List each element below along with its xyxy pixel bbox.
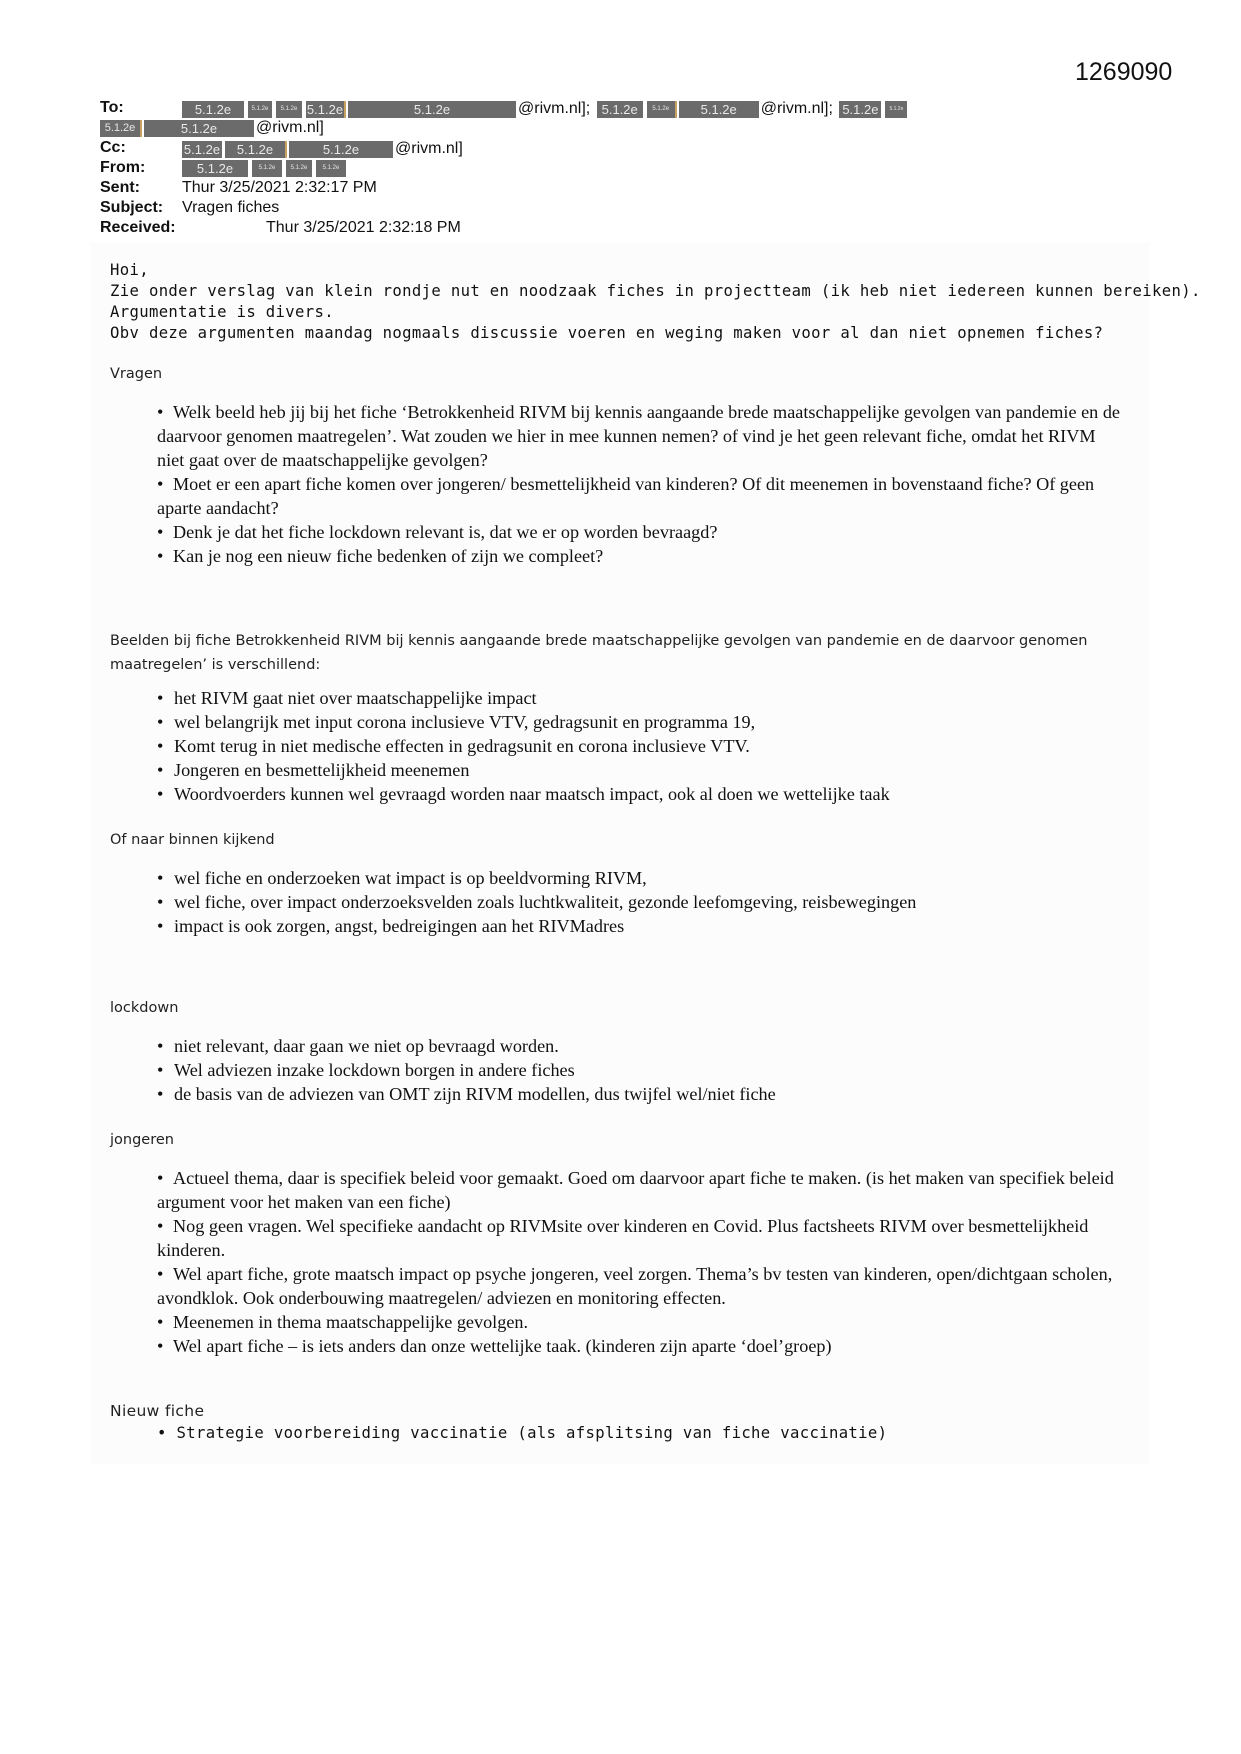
subject-value: Vragen fiches bbox=[182, 199, 280, 216]
list-item: • Meenemen in thema maatschappelijke gevolgen. bbox=[157, 1312, 529, 1332]
list-item: • wel fiche en onderzoeken wat impact is op beeldvorming RIVM, bbox=[157, 868, 647, 888]
redaction-box: 5.1.2e bbox=[348, 101, 516, 118]
list-jongeren bbox=[157, 1166, 1119, 1358]
redaction-box: 5.1.2e bbox=[839, 101, 881, 118]
list-item: • Welk beeld heb jij bij het fiche ‘Betrokkenheid RIVM bij kennis aangaande brede maatschappelijke gevolgen van pandemie en de daarvoor genomen maatregelen’. Wat zouden we hier in mee kunnen nemen? of vind je het geen relevant fiche, omdat het RIVM niet gaat over de maatschappelijke gevolgen? bbox=[157, 402, 1120, 470]
cc-row bbox=[100, 138, 700, 158]
to-label: To: bbox=[100, 99, 124, 116]
bullet-icon: • bbox=[157, 1168, 164, 1188]
sent-row bbox=[100, 178, 700, 198]
list-item: • wel belangrijk met input corona inclusieve VTV, gedragsunit en programma 19, bbox=[157, 712, 756, 732]
section-heading-nieuw-fiche: Nieuw fiche bbox=[110, 1402, 205, 1420]
redaction-box: 5.1.2e bbox=[289, 141, 393, 158]
list-item: • Woordvoerders kunnen wel gevraagd worden naar maatsch impact, ook al doen we wettelijke taak bbox=[157, 784, 890, 804]
intro-paragraph bbox=[110, 260, 1201, 344]
subject-row bbox=[100, 198, 700, 218]
redaction-box: 5.1.2e bbox=[286, 160, 312, 177]
from-row bbox=[100, 158, 700, 178]
redaction-box: 5.1.2e bbox=[100, 120, 140, 137]
section-heading-naar-binnen: Of naar binnen kijkend bbox=[110, 832, 275, 848]
redaction-box: 5.1.2e bbox=[182, 101, 244, 118]
list-item: • Strategie voorbereiding vaccinatie (als afsplitsing van fiche vaccinatie) bbox=[157, 1424, 888, 1442]
redaction-box: 5.1.2e bbox=[144, 120, 254, 137]
redaction-box: 5.1.2e bbox=[885, 101, 907, 118]
redaction-box: 5.1.2e bbox=[647, 101, 675, 118]
list-item: • Komt terug in niet medische effecten in gedragsunit en corona inclusieve VTV. bbox=[157, 736, 750, 756]
received-value: Thur 3/25/2021 2:32:18 PM bbox=[266, 219, 461, 236]
bullet-icon: • bbox=[157, 546, 164, 566]
list-item: • Wel apart fiche – is iets anders dan onze wettelijke taak. (kinderen zijn aparte ‘doel’groep) bbox=[157, 1336, 832, 1356]
email-domain: @rivm.nl]; bbox=[760, 100, 833, 117]
sent-value: Thur 3/25/2021 2:32:17 PM bbox=[182, 179, 377, 196]
bullet-icon: • bbox=[157, 688, 164, 708]
list-beelden bbox=[157, 686, 1137, 806]
greeting: Hoi, bbox=[110, 261, 149, 279]
intro-line: Zie onder verslag van klein rondje nut en noodzaak fiches in projectteam (ik heb niet iedereen kunnen bereiken). bbox=[110, 282, 1201, 300]
list-item: • Wel apart fiche, grote maatsch impact op psyche jongeren, veel zorgen. Thema’s bv testen van kinderen, open/dichtgaan scholen, avondklok. Ook onderbouwing maatregelen/ adviezen en monitoring effecten. bbox=[157, 1264, 1113, 1308]
list-item: • niet relevant, daar gaan we niet op bevraagd worden. bbox=[157, 1036, 559, 1056]
cc-label: Cc: bbox=[100, 139, 126, 156]
redaction-box: 5.1.2e bbox=[225, 141, 285, 158]
redaction-box: 5.1.2e bbox=[316, 160, 346, 177]
list-lockdown bbox=[157, 1034, 1137, 1106]
bracket-mark bbox=[285, 141, 287, 158]
list-item: • de basis van de adviezen van OMT zijn RIVM modellen, dus twijfel wel/niet fiche bbox=[157, 1084, 776, 1104]
intro-line: Argumentatie is divers. bbox=[110, 303, 334, 321]
to-row bbox=[100, 98, 1100, 118]
list-item: • Kan je nog een nieuw fiche bedenken of zijn we compleet? bbox=[157, 546, 604, 566]
redaction-box: 5.1.2e bbox=[248, 101, 272, 118]
bullet-icon: • bbox=[157, 916, 164, 936]
bracket-mark bbox=[140, 120, 142, 137]
bracket-mark bbox=[344, 101, 346, 118]
list-item: • Nog geen vragen. Wel specifieke aandacht op RIVMsite over kinderen en Covid. Plus factsheets RIVM over besmettelijkheid kinderen. bbox=[157, 1216, 1089, 1260]
list-item: • Denk je dat het fiche lockdown relevant is, dat we er op worden bevraagd? bbox=[157, 522, 718, 542]
bullet-icon: • bbox=[157, 522, 164, 542]
document-number: 1269090 bbox=[1075, 58, 1173, 86]
redaction-box: 5.1.2e bbox=[597, 101, 643, 118]
bullet-icon: • bbox=[157, 1036, 164, 1056]
bullet-icon: • bbox=[157, 868, 164, 888]
received-label: Received: bbox=[100, 219, 176, 236]
bracket-mark bbox=[675, 101, 677, 118]
subject-label: Subject: bbox=[100, 199, 164, 216]
email-domain: @rivm.nl] bbox=[256, 119, 324, 136]
list-item: • Wel adviezen inzake lockdown borgen in andere fiches bbox=[157, 1060, 575, 1080]
redaction-box: 5.1.2e bbox=[182, 160, 248, 177]
sent-label: Sent: bbox=[100, 179, 140, 196]
section-heading-lockdown: lockdown bbox=[110, 1000, 179, 1016]
list-naar-binnen bbox=[157, 866, 1137, 938]
email-domain: @rivm.nl] bbox=[395, 140, 463, 157]
bullet-icon: • bbox=[157, 1060, 164, 1080]
intro-line: Obv deze argumenten maandag nogmaals discussie voeren en weging maken voor al dan niet opnemen fiches? bbox=[110, 324, 1104, 342]
bullet-icon: • bbox=[157, 1312, 164, 1332]
section-heading-vragen: Vragen bbox=[110, 366, 163, 382]
bullet-icon: • bbox=[157, 784, 164, 804]
bullet-icon: • bbox=[157, 474, 164, 494]
section-heading-beelden: Beelden bij fiche Betrokkenheid RIVM bij kennis aangaande brede maatschappelijke gevolgen van pandemie en de daarvoor genomen maatregelen’ is verschillend: bbox=[110, 633, 1088, 673]
bullet-icon: • bbox=[157, 736, 164, 756]
section-heading-jongeren: jongeren bbox=[110, 1132, 174, 1148]
list-item: • impact is ook zorgen, angst, bedreigingen aan het RIVMadres bbox=[157, 916, 625, 936]
redaction-box: 5.1.2e bbox=[276, 101, 302, 118]
bullet-icon: • bbox=[157, 1264, 164, 1284]
received-row bbox=[100, 218, 700, 238]
bullet-icon: • bbox=[157, 1336, 164, 1356]
list-item: • het RIVM gaat niet over maatschappelijke impact bbox=[157, 688, 537, 708]
redaction-box: 5.1.2e bbox=[183, 141, 221, 157]
list-item: • Actueel thema, daar is specifiek beleid voor gemaakt. Goed om daarvoor apart fiche te maken. (is het maken van specifiek beleid argument voor het maken van een fiche) bbox=[157, 1168, 1114, 1212]
redaction-box: 5.1.2e bbox=[252, 160, 282, 177]
email-domain: @rivm.nl]; bbox=[518, 100, 591, 117]
list-item: • Jongeren en besmettelijkheid meenemen bbox=[157, 760, 470, 780]
bullet-icon: • bbox=[157, 402, 164, 422]
list-vragen bbox=[157, 400, 1127, 568]
to-row-continued bbox=[100, 118, 324, 138]
bullet-icon: • bbox=[157, 892, 164, 912]
bullet-icon: • bbox=[157, 1424, 167, 1442]
redaction-box: 5.1.2e bbox=[306, 101, 344, 117]
bullet-icon: • bbox=[157, 1084, 164, 1104]
from-label: From: bbox=[100, 159, 146, 176]
bullet-icon: • bbox=[157, 712, 164, 732]
list-item: • wel fiche, over impact onderzoeksvelden zoals luchtkwaliteit, gezonde leefomgeving, reisbewegingen bbox=[157, 892, 917, 912]
redaction-box: 5.1.2e bbox=[679, 101, 759, 118]
list-item: • Moet er een apart fiche komen over jongeren/ besmettelijkheid van kinderen? Of dit meenemen in bovenstaand fiche? Of geen aparte aandacht? bbox=[157, 474, 1095, 518]
bullet-icon: • bbox=[157, 760, 164, 780]
bullet-icon: • bbox=[157, 1216, 164, 1236]
